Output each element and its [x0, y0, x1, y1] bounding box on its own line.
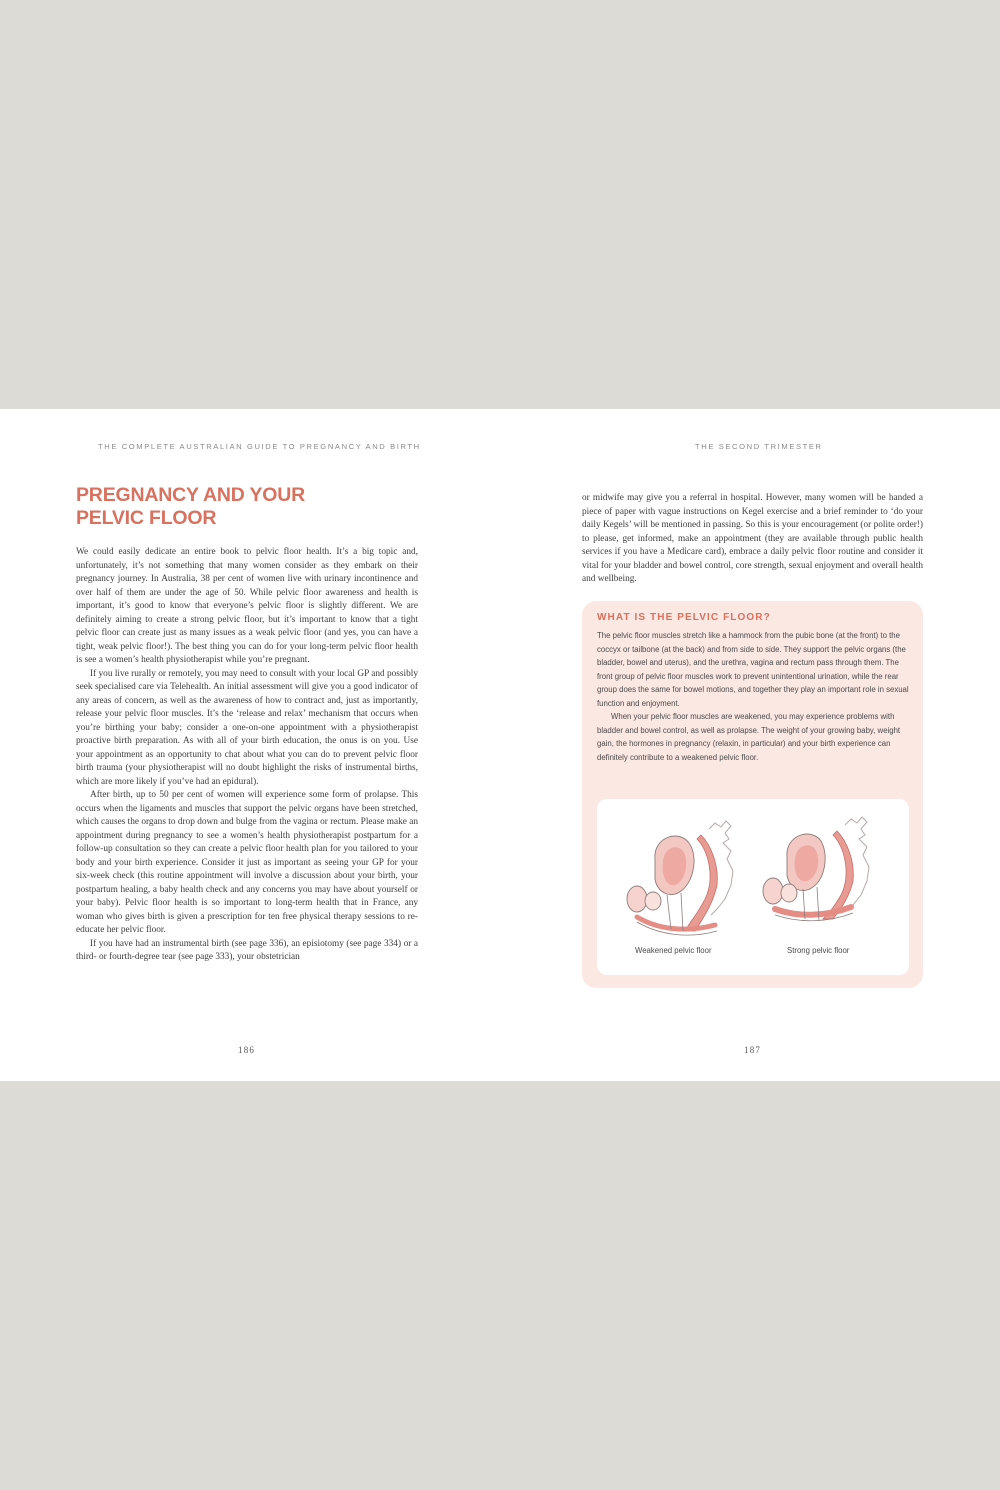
body-paragraph: If you live rurally or remotely, you may need to consult with your local GP and possibly seek specialised care via Telehealth. An initial assessment will give you a good indicator of any areas of concern, as well as the awareness of how to contract and, just as importantly, release your pelvic floor muscles. It’s the ‘release and relax’ mechanism that occurs when you’re birthing your baby; consider a one-on-one appointment with a physiotherapist proactive birth preparation. As with all of your birth education, the onus is on you. Use your appointment as an opportunity to chat about what you can do to prevent pelvic floor birth trauma (your physiotherapist will no doubt highlight the risks of instrumental births, which are more likely if you’ve had an epidural).: [76, 668, 418, 787]
caption-weakened: Weakened pelvic floor: [635, 946, 712, 955]
weakened-pelvic-floor-diagram: [627, 821, 733, 935]
heading-line-2: PELVIC FLOOR: [76, 507, 217, 529]
page-number-right: 187: [744, 1045, 762, 1055]
sidebar-title: WHAT IS THE PELVIC FLOOR?: [597, 612, 771, 623]
body-paragraph: We could easily dedicate an entire book to pelvic floor health. It’s a big topic and, unfortunately, it’s not something that many women consider as they embark on their pregnancy journey. In Australia, 38 per cent of women live with urinary incontinence and over half of them are under the age of 50. While pelvic floor awareness and health is important, it’s good to know that everyone’s pelvic floor is slightly different. We are definitely aiming to create a strong pelvic floor, but it’s important to know that a tight pelvic floor can create just as many issues as a weak pelvic floor (and yes, you can have a tight, weak pelvic floor!). The best thing you can do for your long-term pelvic floor health is see a women’s health physiotherapist while you’re pregnant.: [76, 547, 418, 665]
body-paragraph: If you have had an instrumental birth (see page 336), an episiotomy (see page 334) or a third- or fourth-degree tear (see page 333), your obstetrician: [76, 938, 418, 962]
running-head-left: THE COMPLETE AUSTRALIAN GUIDE TO PREGNANCY AND BIRTH: [98, 442, 421, 451]
right-body-column: [582, 492, 923, 587]
sidebar-paragraph: The pelvic floor muscles stretch like a hammock from the pubic bone (at the front) to the coccyx or tailbone (at the back) and from side to side. They support the pelvic organs (the bladder, bowel and uterus), and the urethra, vagina and rectum pass through them. The front group of pelvic floor muscles work to prevent unintentional urination, while the rear group does the same for bowel motions, and together they play an important role in sexual function and enjoyment.: [597, 631, 909, 708]
caption-strong: Strong pelvic floor: [787, 946, 850, 955]
sidebar-body: [597, 629, 909, 764]
strong-pelvic-floor-diagram: [763, 817, 869, 921]
left-body-column: [76, 546, 418, 965]
body-paragraph: or midwife may give you a referral in hospital. However, many women will be handed a piece of paper with vague instructions on Kegel exercise and a brief reminder to ‘do your daily Kegels’ will be mentioned in passing. So this is your encouragement (or polite order!) to please, get informed, make an appointment (they are available through public health services if you have a Medicare card), embrace a daily pelvic floor routine and consider it vital for your bladder and bowel control, core strength, sexual enjoyment and overall health and wellbeing.: [582, 493, 923, 584]
page-number-left: 186: [238, 1045, 256, 1055]
running-head-right: THE SECOND TRIMESTER: [695, 442, 823, 451]
pelvic-floor-sidebar: [582, 601, 923, 988]
sidebar-paragraph: When your pelvic floor muscles are weakened, you may experience problems with bladder and bowel control, as well as prolapse. The weight of your growing baby, weight gain, the hormones in pregnancy (relaxin, in particular) and your birth experience can definitely contribute to a weakened pelvic floor.: [597, 712, 901, 762]
body-paragraph: After birth, up to 50 per cent of women will experience some form of prolapse. This occurs when the ligaments and muscles that support the pelvic organs have been stretched, which causes the organs to drop down and bulge from the vagina or rectum. Please make an appointment during pregnancy to see a women’s health physiotherapist postpartum for a follow-up consultation so they can create a pelvic floor health plan for you tailored to your body and your birth experience. Consider it just as important as seeing your GP for your six-week check (this routine appointment will involve a discussion about your birth, your postpartum healing, a baby health check and any concerns you may have about yourself or your baby). Pelvic floor health is so important to long-term health that in France, any woman who gives birth is given a prescription for ten free physical therapy sessions to re-educate her pelvic floor.: [76, 790, 418, 935]
section-heading: [76, 484, 396, 530]
pelvic-floor-illustration: [597, 799, 909, 975]
heading-line-1: PREGNANCY AND YOUR: [76, 484, 305, 506]
